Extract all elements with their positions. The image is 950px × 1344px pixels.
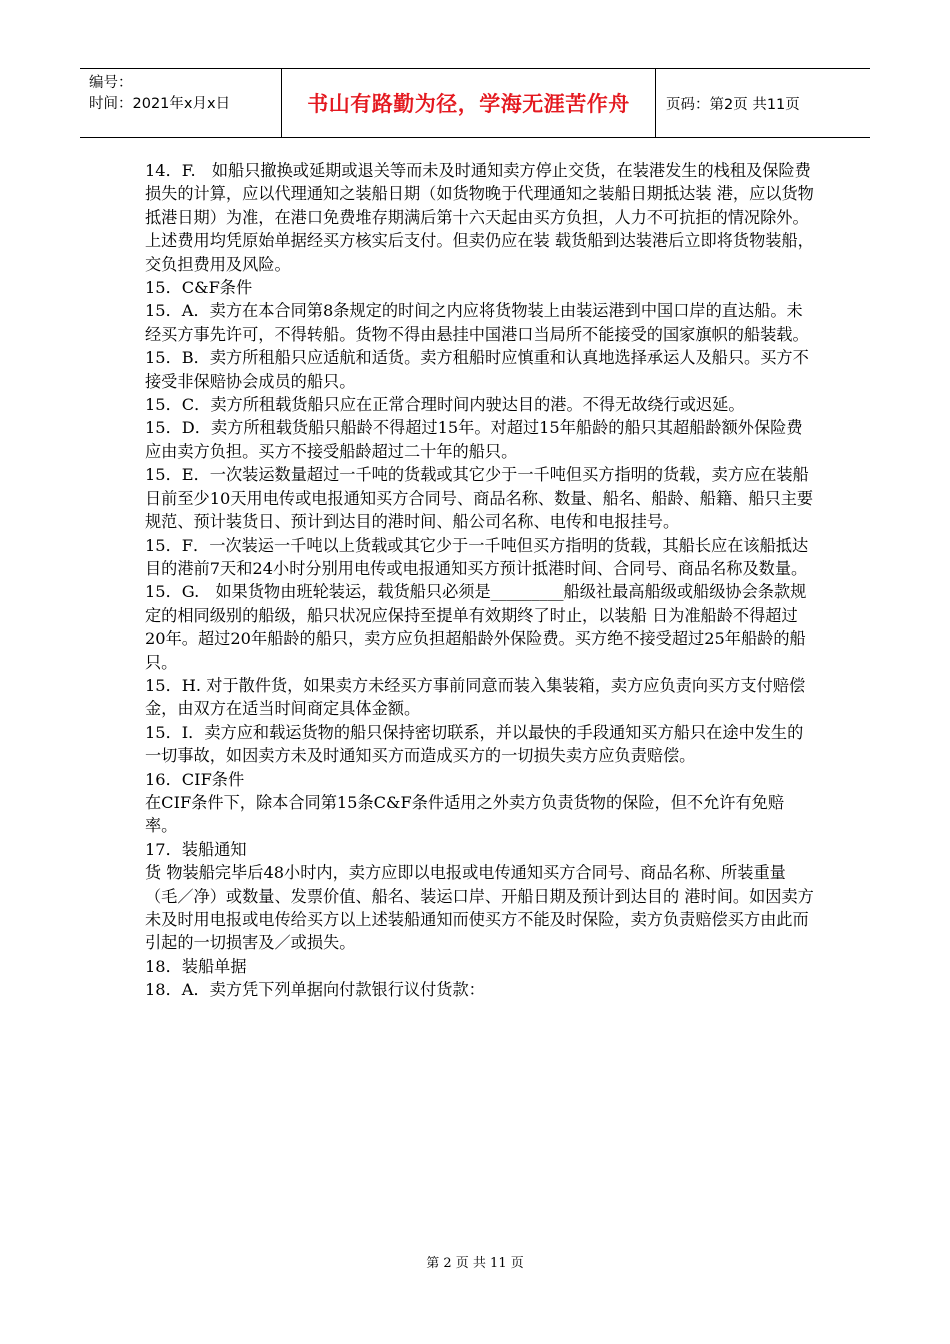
- header-page-cell: [656, 69, 870, 137]
- heading-17-shipping-notice: 17．装船通知: [145, 839, 247, 859]
- clause-14f: 14．F. 如船只撤换或延期或退关等而未及时通知卖方停止交货，在装港发生的栈租及保险费损失的计算，应以代理通知之装船日期（如货物晚于代理通知之装船日期抵达装 港，应以货物抵港日期）为准，在港口免费堆存期满后第十六天起由买方负担，人力不可抗拒的情况除外。上述费用均凭原始单据经买方核实后支付。但卖仍应在装 载货船到达装港后立即将货物装船，交负担费用及风险。: [145, 161, 814, 274]
- clause-15g: 15．G. 如果货物由班轮装运，载货船只必须是_________船级社最高船级或船级协会条款规定的相同级别的船级，船只状况应保持至提单有效期终了时止，以装船 日为准船龄不得超过20年。超过20年船龄的船只，卖方应负担超船龄外保险费。买方绝不接受超过25年船龄的船只。: [145, 582, 807, 672]
- heading-15-cf: 15．C&F条件: [145, 278, 253, 298]
- clause-15c: 15．C．卖方所租载货船只应在正常合理时间内驶达目的港。不得无故绕行或迟延。: [145, 395, 745, 415]
- header-info-cell: [80, 69, 282, 137]
- heading-16-cif: 16．CIF条件: [145, 769, 245, 789]
- clause-16-text: 在CIF条件下，除本合同第15条C&F条件适用之外卖方负责货物的保险，但不允许有免赔率。: [145, 792, 785, 836]
- document-body: [145, 159, 815, 1002]
- clause-17-text: 货 物装船完毕后48小时内，卖方应即以电报或电传通知买方合同号、商品名称、所装重量（毛／净）或数量、发票价值、船名、装运口岸、开船日期及预计到达目的 港时间。如因卖方未及时用电报或电传给买方以上述装船通知而使买方不能及时保险，卖方负责赔偿买方由此而引起的一切损害及／或损失。: [145, 863, 814, 953]
- header-motto: 书山有路勤为径，学海无涯苦作舟: [307, 92, 630, 116]
- clause-15e: 15．E．一次装运数量超过一千吨的货载或其它少于一千吨但买方指明的货载，卖方应在装船日前至少10天用电传或电报通知买方合同号、商品名称、数量、船名、船龄、船籍、船只主要规范、预计装货日、预计到达目的港时间、船公司名称、电传和电报挂号。: [145, 465, 814, 532]
- clause-15a: 15．A．卖方在本合同第8条规定的时间之内应将货物装上由装运港到中国口岸的直达船。未经买方事先许可，不得转船。货物不得由悬挂中国港口当局所不能接受的国家旗帜的船装载。: [145, 301, 809, 344]
- clause-15d: 15．D．卖方所租载货船只船龄不得超过15年。对超过15年船龄的船只其超船龄额外保险费应由卖方负担。买方不接受船龄超过二十年的船只。: [145, 418, 803, 461]
- header-page-number: 页码：第2页 共11页: [666, 96, 800, 113]
- clause-15f: 15．F．一次装运一千吨以上货载或其它少于一千吨但买方指明的货载，其船长应在该船抵达目的港前7天和24小时分别用电传或电报通知买方预计抵港时间、合同号、商品名称及数量。: [145, 535, 809, 578]
- page-footer: 第 2 页 共 11 页: [426, 1256, 524, 1271]
- document-number-label: 编号：: [89, 75, 133, 91]
- header-motto-cell: [282, 69, 656, 137]
- clause-18a: 18．A．卖方凭下列单据向付款银行议付货款：: [145, 980, 485, 1000]
- heading-18-shipping-documents: 18．装船单据: [145, 956, 247, 976]
- clause-15i: 15．I．卖方应和载运货物的船只保持密切联系，并以最快的手段通知买方船只在途中发生的一切事故，如因卖方未及时通知买方而造成买方的一切损失卖方应负责赔偿。: [145, 722, 804, 766]
- document-date: 时间：2021年x月x日: [89, 96, 231, 112]
- clause-15h: 15．H. 对于散件货，如果卖方未经买方事前同意而装入集装箱，卖方应负责向买方支付赔偿金，由双方在适当时间商定具体金额。: [145, 675, 806, 719]
- page-header: [80, 68, 870, 138]
- clause-15b: 15．B．卖方所租船只应适航和适货。卖方租船时应慎重和认真地选择承运人及船只。买方不接受非保赔协会成员的船只。: [145, 348, 809, 391]
